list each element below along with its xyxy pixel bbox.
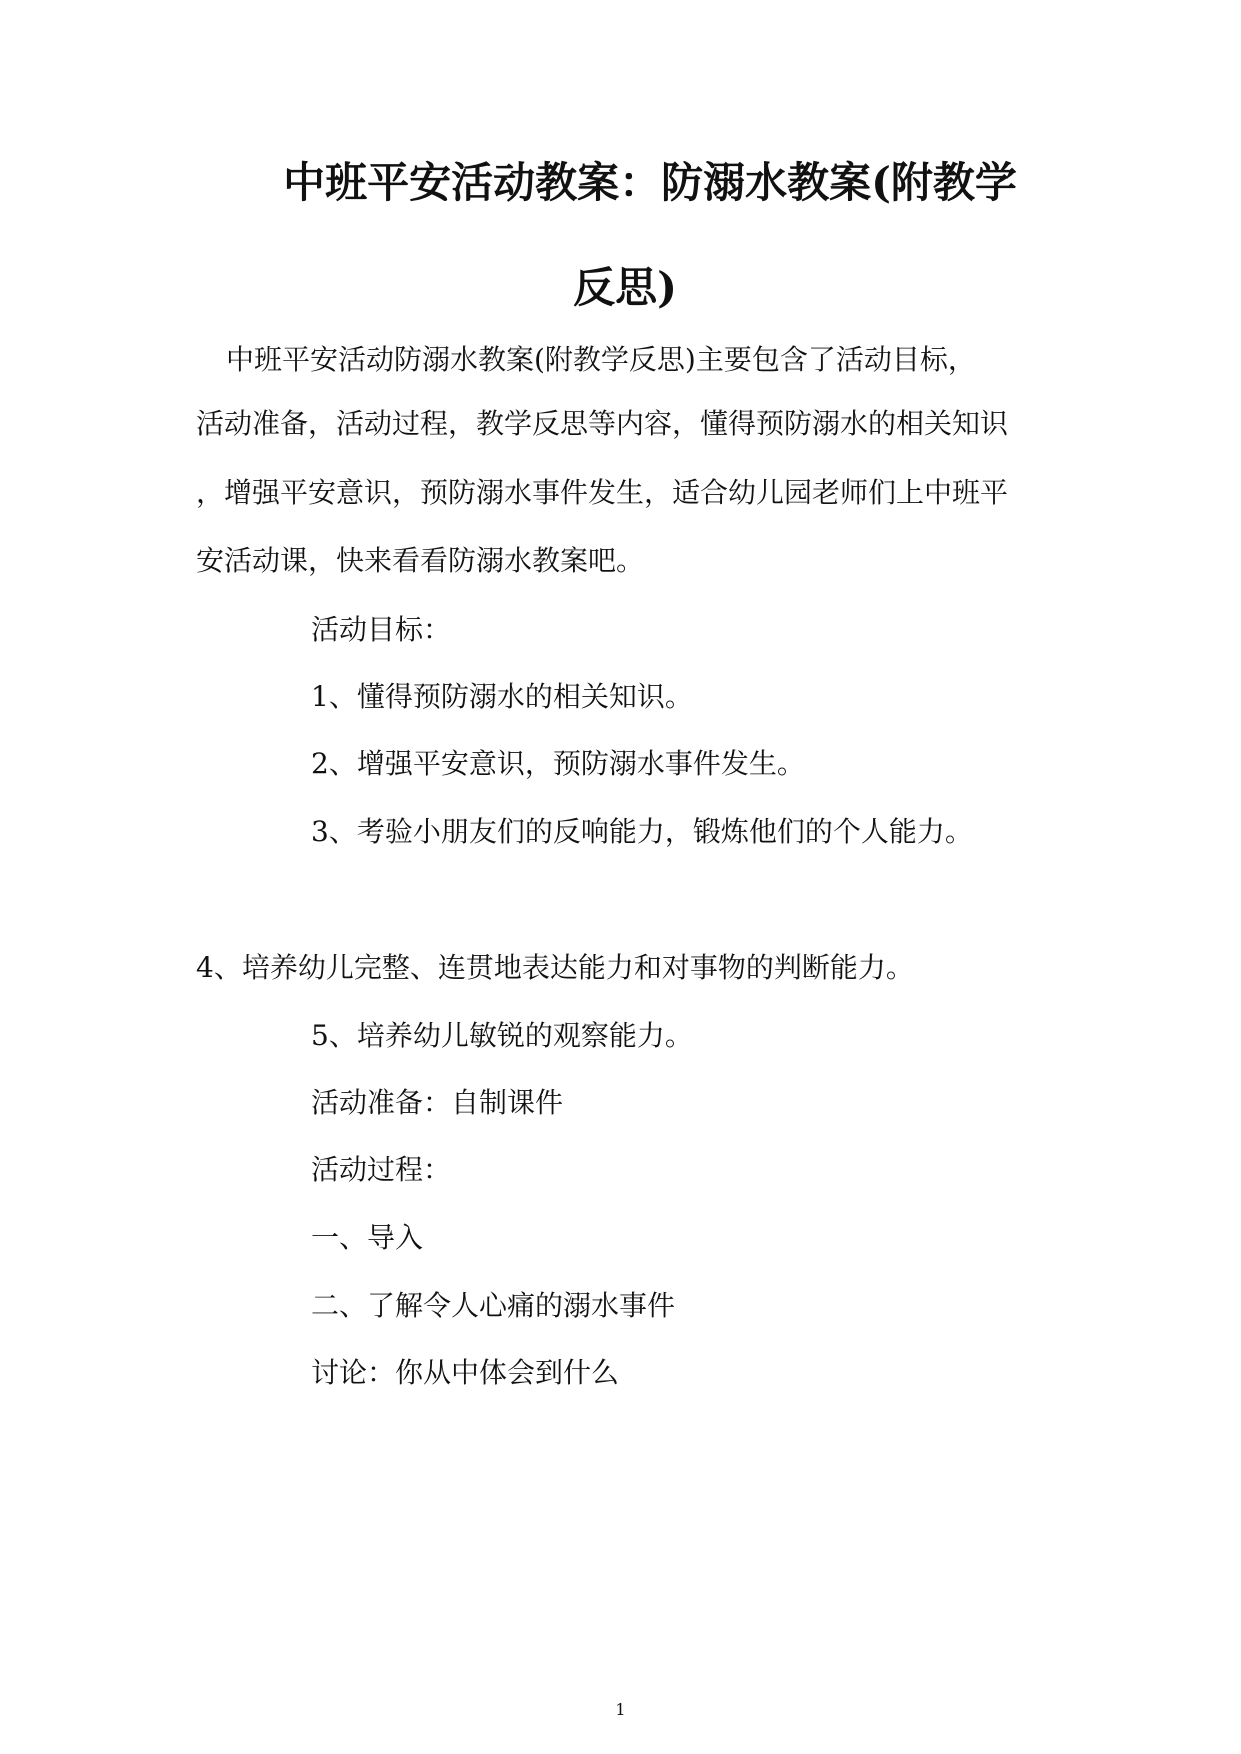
process-heading: 活动过程：: [311, 1153, 452, 1186]
goal-item: 1、懂得预防溺水的相关知识。: [311, 680, 693, 713]
page-number: 1: [615, 1700, 626, 1719]
document-title-line-2: 反思): [573, 263, 677, 312]
document-title-line-1: 中班平安活动教案：防溺水教案(附教学: [283, 158, 1017, 207]
goal-item: 2、增强平安意识，预防溺水事件发生。: [311, 747, 805, 780]
preparation-line: 活动准备：自制课件: [311, 1086, 564, 1119]
goal-item: 4、培养幼儿完整、连贯地表达能力和对事物的判断能力。: [196, 951, 914, 984]
intro-line: 中班平安活动防溺水教案(附教学反思)主要包含了活动目标，: [226, 343, 976, 376]
intro-line: ，增强平安意识，预防溺水事件发生，适合幼儿园老师们上中班平: [196, 476, 1009, 509]
goals-heading: 活动目标：: [311, 613, 452, 646]
process-step: 讨论：你从中体会到什么: [311, 1356, 620, 1389]
goal-item: 5、培养幼儿敏锐的观察能力。: [311, 1019, 693, 1052]
intro-line: 活动准备，活动过程，教学反思等内容，懂得预防溺水的相关知识: [196, 407, 1009, 440]
goal-item: 3、考验小朋友们的反响能力，锻炼他们的个人能力。: [311, 815, 973, 848]
intro-line: 安活动课，快来看看防溺水教案吧。: [196, 544, 645, 577]
process-step: 一、导入: [311, 1221, 424, 1254]
process-step: 二、了解令人心痛的溺水事件: [311, 1289, 676, 1322]
